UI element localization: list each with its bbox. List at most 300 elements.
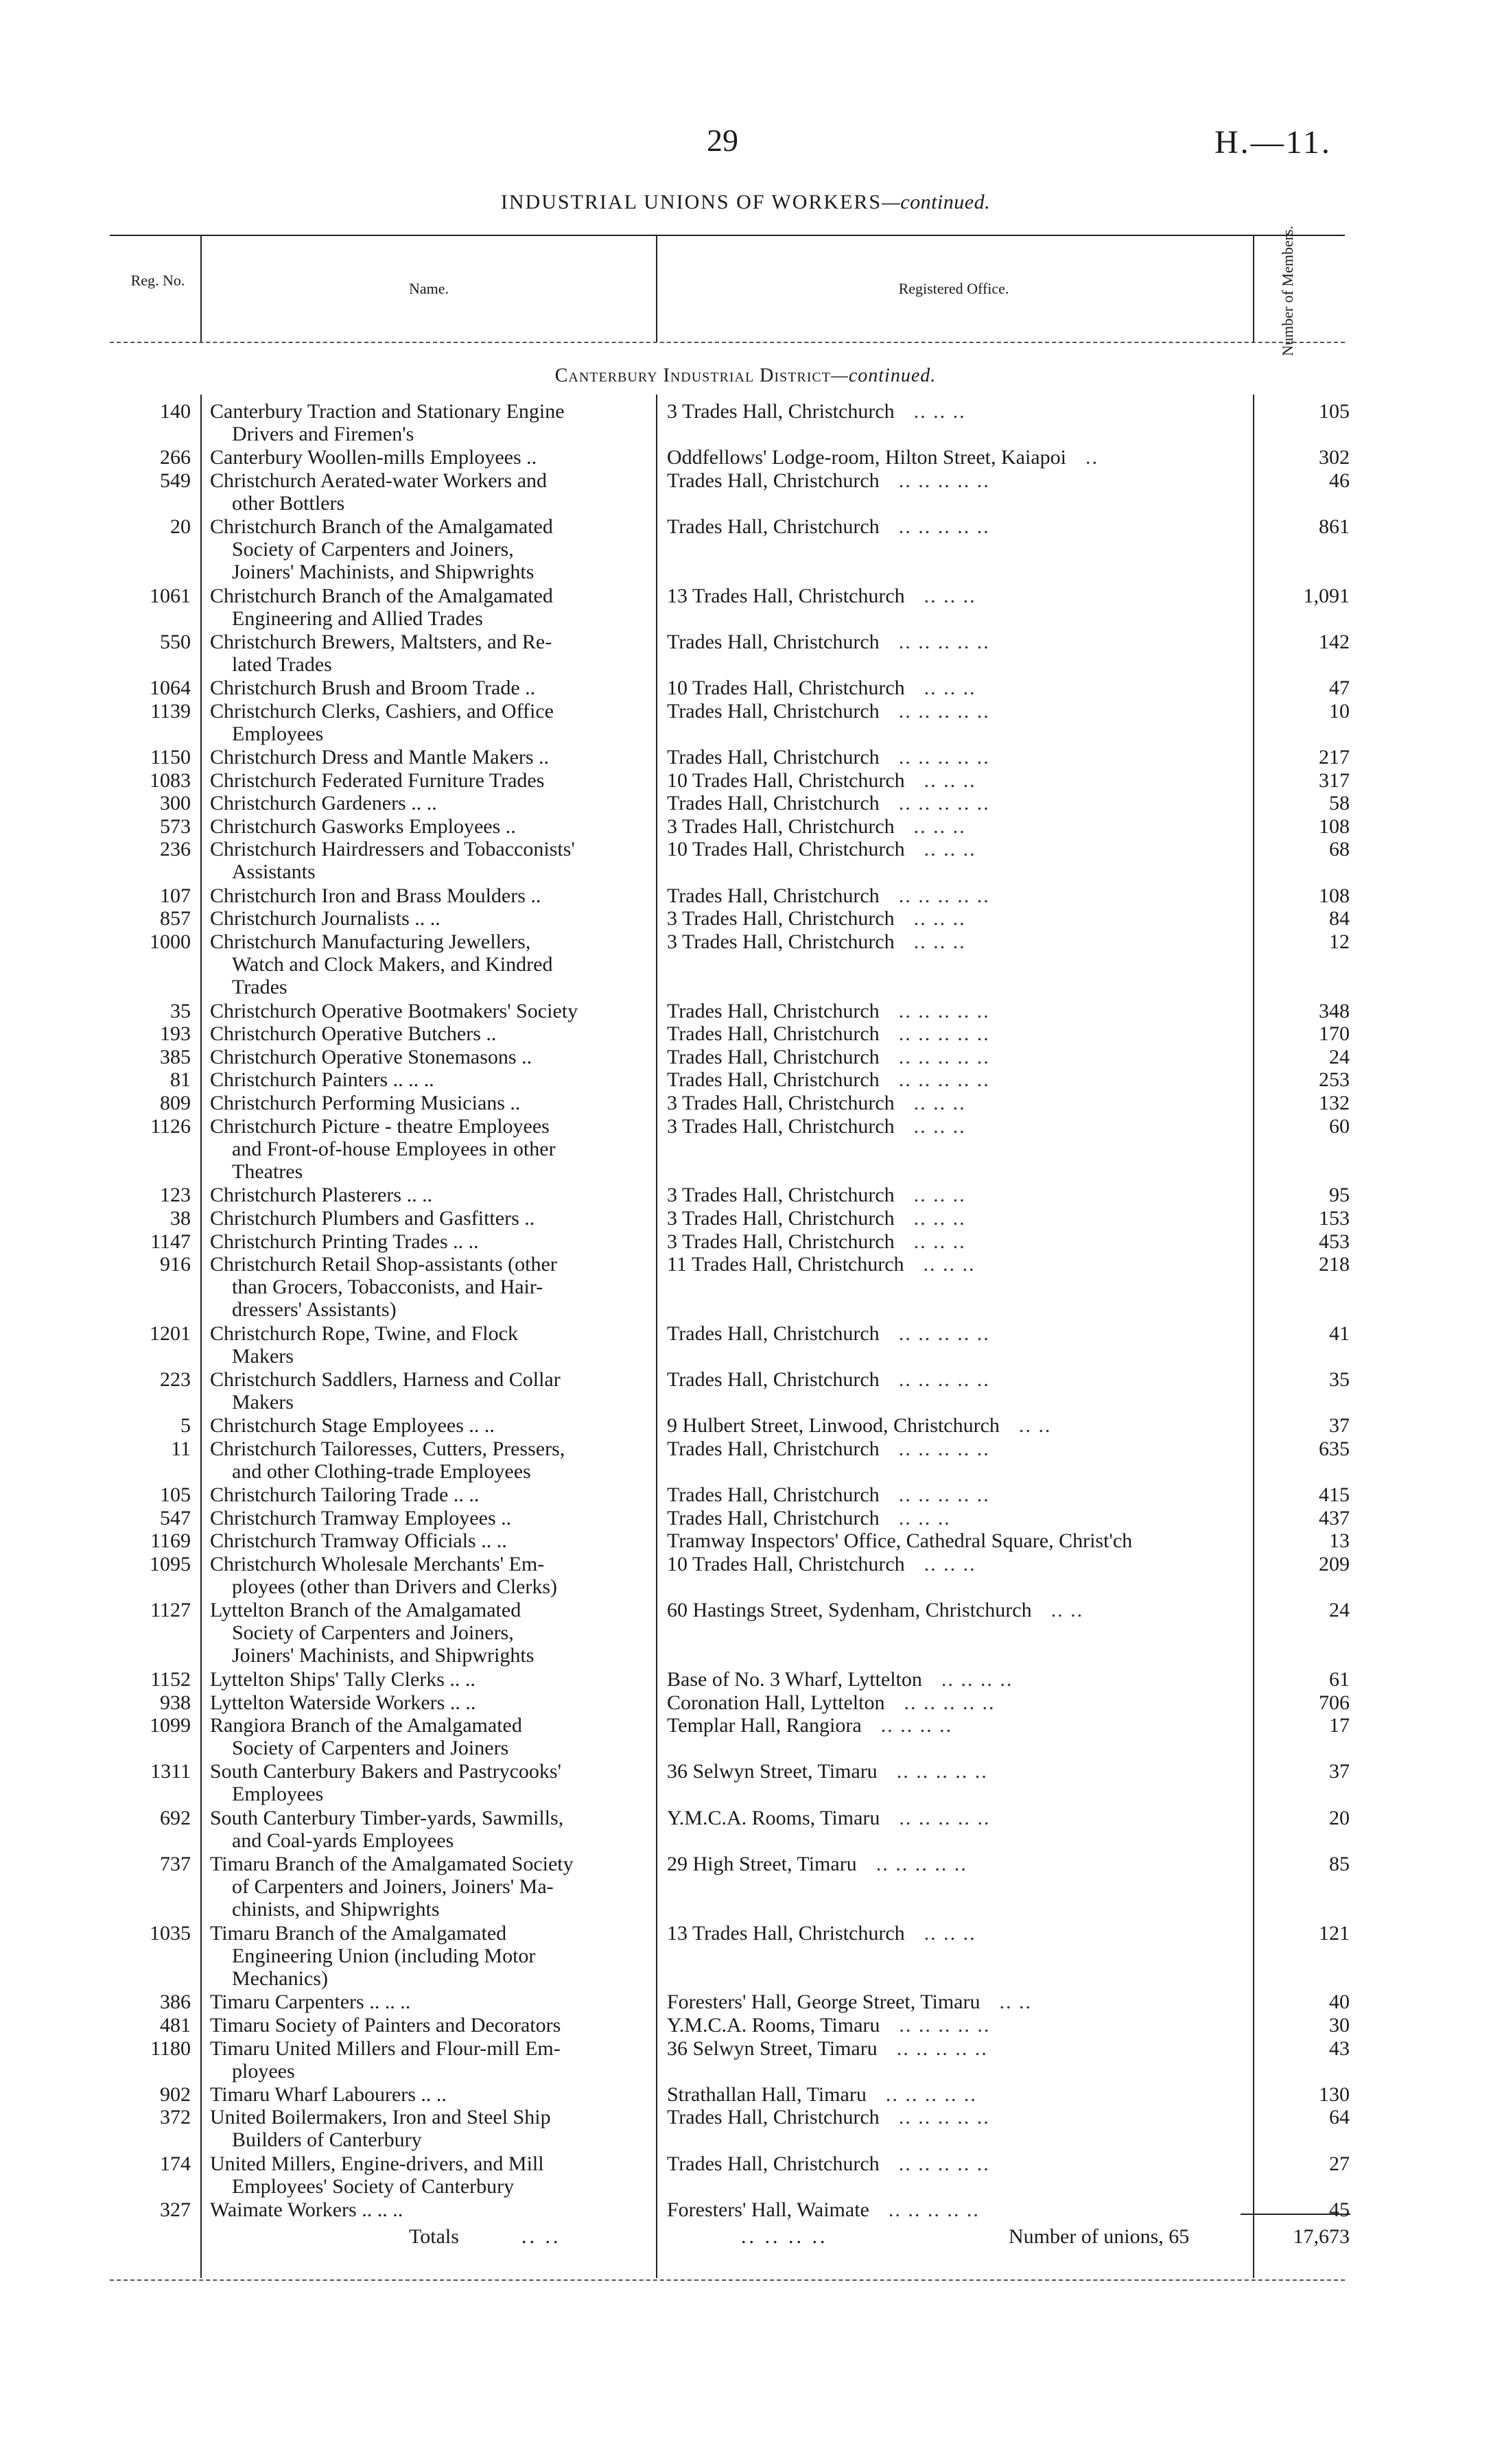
registered-office-cell: [667, 700, 1243, 723]
office-leader-dots: .. .. .. .. ..: [898, 1368, 990, 1392]
members-cell: 85: [1329, 1852, 1350, 1875]
office-leader-dots: .. .. ..: [913, 814, 966, 838]
registered-office-cell: [667, 1599, 1243, 1621]
union-name-cell: [210, 1529, 644, 1552]
reg-no-cell: 1139: [150, 699, 191, 723]
office-leader-dots: .. .. ..: [898, 1506, 951, 1529]
office-leader-dots: .. .. ..: [924, 768, 976, 792]
union-name-line: Timaru Branch of the Amalgamated Society: [210, 1852, 574, 1875]
office-text: Trades Hall, Christchurch: [667, 1068, 880, 1092]
reg-no-cell: 20: [170, 515, 191, 538]
union-name-cell: [210, 2152, 644, 2198]
members-cell: 17: [1329, 1714, 1350, 1737]
union-name-line: Christchurch Tramway Employees ..: [210, 1506, 512, 1529]
members-cell: 10: [1329, 699, 1350, 723]
office-text: 3 Trades Hall, Christchurch: [667, 907, 895, 930]
office-leader-dots: .. .. .. .. ..: [888, 2198, 980, 2221]
union-name-line: Employees' Society of Canterbury: [232, 2174, 515, 2198]
registered-office-cell: [667, 1668, 1243, 1691]
union-name-cell: [210, 2198, 644, 2221]
office-text: Tramway Inspectors' Office, Cathedral Square, Christ'ch: [667, 1529, 1133, 1553]
union-name-line: Engineering Union (including Motor: [232, 1944, 536, 1967]
section-title: Canterbury Industrial District: [554, 365, 831, 386]
office-leader-dots: .. .. ..: [913, 1092, 966, 1114]
table-title-suffix: —continued.: [882, 191, 991, 213]
reg-no-cell: 1061: [150, 584, 191, 607]
office-leader-dots: .. .. ..: [924, 838, 976, 861]
office-text: 3 Trades Hall, Christchurch: [667, 930, 895, 953]
office-text: Templar Hall, Rangiora: [667, 1714, 862, 1737]
reg-no-cell: 385: [160, 1045, 191, 1068]
reg-no-cell: 1201: [150, 1322, 191, 1345]
members-cell: 132: [1319, 1092, 1350, 1114]
reg-no-cell: 123: [160, 1184, 191, 1207]
union-name-cell: [210, 400, 644, 445]
union-name-cell: [210, 1068, 644, 1091]
registered-office-cell: [667, 1230, 1243, 1253]
office-leader-dots: .. .. .. ..: [880, 1714, 953, 1737]
office-text: Y.M.C.A. Rooms, Timaru: [667, 2014, 880, 2037]
union-name-line: other Bottlers: [232, 491, 345, 515]
totals-members-sum: 17,673: [1293, 2225, 1350, 2248]
office-leader-dots: .. ..: [1018, 1414, 1052, 1438]
office-leader-dots: .. .. .. .. ..: [885, 2082, 977, 2106]
members-cell: 635: [1319, 1438, 1350, 1460]
union-name-cell: [210, 585, 644, 630]
office-leader-dots: .. .. .. .. ..: [898, 884, 990, 907]
office-leader-dots: ..: [1085, 446, 1099, 469]
office-leader-dots: .. .. ..: [924, 584, 976, 607]
union-name-line: chinists, and Shipwrights: [232, 1897, 440, 1921]
office-leader-dots: .. .. .. .. ..: [899, 1806, 991, 1829]
registered-office-cell: [667, 2152, 1243, 2175]
union-name-line: than Grocers, Tobacconists, and Hair-: [232, 1276, 543, 1299]
union-name-line: Christchurch Manufacturing Jewellers,: [210, 930, 531, 953]
members-cell: 20: [1329, 1806, 1350, 1829]
office-leader-dots: .. .. ..: [913, 400, 966, 423]
union-name-line: Makers: [232, 1391, 294, 1414]
union-name-line: Canterbury Woollen-mills Employees ..: [210, 446, 537, 469]
union-name-cell: [210, 792, 644, 814]
office-leader-dots: .. .. .. .. ..: [904, 1691, 996, 1714]
members-cell: 61: [1329, 1668, 1350, 1691]
members-cell: 121: [1319, 1921, 1350, 1945]
reg-no-cell: 1311: [150, 1760, 191, 1783]
registered-office-cell: [667, 1368, 1243, 1391]
union-name-line: lated Trades: [232, 653, 332, 676]
union-name-line: Society of Carpenters and Joiners,: [232, 1621, 514, 1645]
union-name-line: Christchurch Brewers, Maltsters, and Re-: [210, 631, 552, 653]
reg-no-cell: 38: [170, 1207, 191, 1230]
reg-no-cell: 11: [171, 1438, 191, 1460]
registered-office-cell: [667, 1414, 1243, 1437]
registered-office-cell: [667, 1691, 1243, 1714]
office-text: Trades Hall, Christchurch: [667, 699, 880, 723]
office-text: 10 Trades Hall, Christchurch: [667, 838, 905, 861]
union-name-line: Christchurch Clerks, Cashiers, and Office: [210, 699, 554, 723]
office-leader-dots: .. .. ..: [923, 1253, 976, 1276]
office-leader-dots: .. .. .. .. ..: [898, 792, 990, 815]
union-name-line: Society of Carpenters and Joiners,: [232, 538, 514, 561]
reg-no-cell: 372: [160, 2106, 191, 2129]
union-name-cell: [210, 1322, 644, 1368]
union-name-cell: [210, 469, 644, 515]
union-name-line: Christchurch Wholesale Merchants' Em-: [210, 1553, 545, 1575]
reg-no-cell: 857: [160, 907, 191, 930]
union-name-line: Christchurch Branch of the Amalgamated: [210, 515, 553, 538]
registered-office-cell: [667, 1553, 1243, 1575]
union-name-cell: [210, 2037, 644, 2082]
office-text: Trades Hall, Christchurch: [667, 746, 880, 768]
union-name-line: Christchurch Retail Shop-assistants (other: [210, 1253, 557, 1276]
union-name-cell: [210, 1599, 644, 1667]
union-name-cell: [210, 1207, 644, 1230]
office-text: Trades Hall, Christchurch: [667, 1368, 880, 1392]
union-name-line: Timaru Wharf Labourers .. ..: [210, 2082, 447, 2106]
members-cell: 706: [1319, 1691, 1350, 1714]
reg-no-cell: 386: [160, 1991, 191, 2014]
office-text: Trades Hall, Christchurch: [667, 2152, 880, 2175]
office-text: Trades Hall, Christchurch: [667, 1483, 880, 1507]
office-leader-dots: .. .. ..: [913, 907, 966, 930]
office-text: 3 Trades Hall, Christchurch: [667, 1184, 895, 1207]
union-name-line: Christchurch Operative Butchers ..: [210, 1022, 497, 1046]
registered-office-cell: [667, 907, 1243, 930]
union-name-line: Christchurch Aerated-water Workers and: [210, 469, 548, 492]
registered-office-cell: [667, 1184, 1243, 1206]
union-name-cell: [210, 1553, 644, 1598]
members-cell: 37: [1329, 1414, 1350, 1438]
office-leader-dots: .. .. ..: [924, 677, 976, 700]
registered-office-cell: [667, 792, 1243, 814]
office-text: Trades Hall, Christchurch: [667, 631, 880, 653]
reg-no-cell: 105: [160, 1483, 191, 1507]
union-name-line: Christchurch Rope, Twine, and Flock: [210, 1322, 518, 1345]
office-text: Trades Hall, Christchurch: [667, 515, 880, 538]
column-header-name: Name.: [408, 280, 449, 297]
registered-office-cell: [667, 1922, 1243, 1945]
union-name-cell: [210, 1691, 644, 1714]
union-name-line: Rangiora Branch of the Amalgamated: [210, 1714, 522, 1737]
registered-office-cell: [667, 469, 1243, 492]
office-text: 13 Trades Hall, Christchurch: [667, 584, 905, 607]
reg-no-cell: 1147: [150, 1230, 191, 1253]
union-name-line: Christchurch Dress and Mantle Makers ..: [210, 746, 550, 768]
reg-no-cell: 300: [160, 792, 191, 815]
union-name-line: Christchurch Hairdressers and Tobacconists': [210, 838, 575, 861]
office-leader-dots: .. .. .. .. ..: [898, 1045, 990, 1068]
registered-office-cell: [667, 631, 1243, 653]
members-cell: 105: [1319, 400, 1350, 423]
members-cell: 13: [1329, 1529, 1350, 1553]
office-text: 10 Trades Hall, Christchurch: [667, 1553, 905, 1575]
office-leader-dots: .. ..: [1050, 1599, 1084, 1622]
office-leader-dots: .. .. ..: [913, 1207, 966, 1230]
union-name-line: ployees: [232, 2059, 295, 2082]
union-name-cell: [210, 907, 644, 930]
union-name-line: Lyttelton Waterside Workers .. ..: [210, 1691, 476, 1714]
union-name-cell: [210, 769, 644, 792]
union-name-line: Makers: [232, 1345, 294, 1368]
registered-office-cell: [667, 2106, 1243, 2128]
union-name-line: and Front-of-house Employees in other: [232, 1137, 556, 1160]
office-text: Trades Hall, Christchurch: [667, 469, 880, 492]
reg-no-cell: 1083: [150, 768, 191, 792]
office-leader-dots: .. .. ..: [924, 1553, 976, 1575]
union-name-line: Joiners' Machinists, and Shipwrights: [232, 1644, 535, 1667]
office-leader-dots: .. .. .. .. ..: [876, 1852, 967, 1875]
reg-no-cell: 266: [160, 446, 191, 469]
union-name-cell: [210, 1184, 644, 1206]
union-name-line: Christchurch Tailoresses, Cutters, Pressers,: [210, 1438, 565, 1460]
union-name-line: Waimate Workers .. .. ..: [210, 2198, 403, 2221]
office-text: 10 Trades Hall, Christchurch: [667, 677, 905, 700]
union-name-line: Christchurch Stage Employees .. ..: [210, 1414, 495, 1438]
union-name-line: Timaru United Millers and Flour-mill Em-: [210, 2037, 561, 2060]
members-cell: 68: [1329, 838, 1350, 861]
union-name-line: South Canterbury Bakers and Pastrycooks': [210, 1760, 561, 1783]
union-name-line: Christchurch Performing Musicians ..: [210, 1092, 521, 1114]
reg-no-cell: 107: [160, 884, 191, 907]
members-cell: 30: [1329, 2014, 1350, 2037]
union-name-line: Theatres: [232, 1160, 303, 1183]
reg-no-cell: 938: [160, 1691, 191, 1714]
members-cell: 108: [1319, 814, 1350, 838]
union-name-line: Christchurch Printing Trades .. ..: [210, 1230, 479, 1253]
union-name-cell: [210, 2106, 644, 2151]
union-name-cell: [210, 1414, 644, 1437]
column-header-office: Registered Office.: [898, 280, 1009, 297]
registered-office-cell: [667, 1483, 1243, 1506]
section-suffix: —continued.: [830, 365, 937, 386]
office-text: 60 Hastings Street, Sydenham, Christchurch: [667, 1599, 1032, 1622]
office-text: Y.M.C.A. Rooms, Timaru: [667, 1806, 880, 1829]
reg-no-cell: 1126: [150, 1114, 191, 1138]
office-text: Coronation Hall, Lyttelton: [667, 1691, 885, 1714]
union-name-cell: [210, 746, 644, 768]
union-name-line: Joiners' Machinists, and Shipwrights: [232, 561, 535, 583]
reg-no-cell: 692: [160, 1806, 191, 1829]
office-leader-dots: .. .. .. .. ..: [898, 746, 990, 768]
union-name-cell: [210, 1438, 644, 1483]
office-text: 3 Trades Hall, Christchurch: [667, 1230, 895, 1253]
union-name-line: Lyttelton Branch of the Amalgamated: [210, 1599, 521, 1622]
office-text: 3 Trades Hall, Christchurch: [667, 1207, 895, 1230]
office-leader-dots: .. .. .. .. ..: [898, 1068, 990, 1092]
union-name-line: Christchurch Gasworks Employees ..: [210, 814, 516, 838]
union-name-line: Engineering and Allied Trades: [232, 607, 483, 630]
union-name-cell: [210, 446, 644, 469]
members-cell: 253: [1319, 1068, 1350, 1092]
registered-office-cell: [667, 677, 1243, 699]
union-name-cell: [210, 515, 644, 583]
union-name-cell: [210, 838, 644, 883]
registered-office-cell: [667, 1115, 1243, 1138]
reg-no-cell: 550: [160, 631, 191, 653]
union-name-line: Christchurch Branch of the Amalgamated: [210, 584, 553, 607]
union-name-cell: [210, 930, 644, 998]
office-leader-dots: .. .. .. .. ..: [898, 999, 990, 1022]
office-leader-dots: .. .. .. .. ..: [898, 1438, 990, 1460]
registered-office-cell: [667, 1991, 1243, 2013]
registered-office-cell: [667, 515, 1243, 538]
union-name-line: Timaru Society of Painters and Decorators: [210, 2014, 561, 2037]
office-leader-dots: .. .. .. .. ..: [898, 2106, 990, 2129]
office-text: Trades Hall, Christchurch: [667, 1506, 880, 1529]
totals-unions-count: Number of unions, 65: [1009, 2225, 1190, 2248]
registered-office-cell: [667, 746, 1243, 768]
union-name-cell: [210, 1230, 644, 1253]
union-name-line: South Canterbury Timber-yards, Sawmills,: [210, 1806, 564, 1829]
registered-office-cell: [667, 884, 1243, 907]
office-leader-dots: .. .. ..: [913, 1230, 966, 1253]
office-text: 11 Trades Hall, Christchurch: [667, 1253, 904, 1276]
members-cell: 861: [1319, 515, 1350, 538]
office-text: 29 High Street, Timaru: [667, 1852, 857, 1875]
reg-no-cell: 916: [160, 1253, 191, 1276]
members-cell: 64: [1329, 2106, 1350, 2129]
office-text: Base of No. 3 Wharf, Lyttelton: [667, 1668, 922, 1691]
members-cell: 317: [1319, 768, 1350, 792]
office-leader-dots: .. .. .. .. ..: [898, 515, 990, 538]
office-text: Foresters' Hall, George Street, Timaru: [667, 1991, 981, 2014]
members-cell: 43: [1329, 2037, 1350, 2060]
union-name-cell: [210, 815, 644, 838]
union-name-line: United Boilermakers, Iron and Steel Ship: [210, 2106, 551, 2129]
union-name-line: Christchurch Plumbers and Gasfitters ..: [210, 1207, 535, 1230]
registered-office-cell: [667, 1068, 1243, 1091]
office-text: Trades Hall, Christchurch: [667, 2106, 880, 2129]
registered-office-cell: [667, 838, 1243, 860]
union-name-line: dressers' Assistants): [232, 1298, 397, 1322]
union-name-cell: [210, 1046, 644, 1068]
reg-no-cell: 193: [160, 1022, 191, 1046]
totals-leader-2: .. .. .. ..: [741, 2225, 828, 2248]
union-name-cell: [210, 1022, 644, 1045]
reg-no-cell: 327: [160, 2198, 191, 2221]
union-name-line: Employees: [232, 722, 324, 745]
reg-no-cell: 573: [160, 814, 191, 838]
members-cell: 41: [1329, 1322, 1350, 1345]
union-name-line: Employees: [232, 1783, 324, 1806]
union-name-cell: [210, 677, 644, 699]
reg-no-cell: 5: [180, 1414, 191, 1438]
office-text: 36 Selwyn Street, Timaru: [667, 1760, 878, 1783]
members-cell: 47: [1329, 677, 1350, 700]
members-cell: 12: [1329, 930, 1350, 953]
registered-office-cell: [667, 1253, 1243, 1276]
registered-office-cell: [667, 1000, 1243, 1022]
union-name-line: United Millers, Engine-drivers, and Mill: [210, 2152, 544, 2175]
members-cell: 95: [1329, 1184, 1350, 1207]
members-cell: 58: [1329, 792, 1350, 815]
office-text: Foresters' Hall, Waimate: [667, 2198, 869, 2221]
office-leader-dots: .. .. .. ..: [941, 1668, 1013, 1691]
union-name-cell: [210, 1115, 644, 1183]
union-name-line: of Carpenters and Joiners, Joiners' Ma-: [232, 1875, 554, 1898]
union-name-cell: [210, 884, 644, 907]
members-cell: 130: [1319, 2082, 1350, 2106]
totals-label: Totals: [409, 2225, 459, 2248]
office-text: Trades Hall, Christchurch: [667, 999, 880, 1022]
union-name-line: Christchurch Picture - theatre Employees: [210, 1114, 550, 1138]
union-name-line: Christchurch Operative Bootmakers' Society: [210, 999, 578, 1022]
union-name-cell: [210, 700, 644, 745]
union-name-line: Christchurch Saddlers, Harness and Collar: [210, 1368, 561, 1392]
union-name-cell: [210, 1991, 644, 2013]
members-cell: 84: [1329, 907, 1350, 930]
union-name-cell: [210, 1668, 644, 1691]
union-name-cell: [210, 2083, 644, 2106]
union-name-line: Mechanics): [232, 1967, 328, 1990]
reg-no-cell: 1099: [150, 1714, 191, 1737]
registered-office-cell: [667, 1529, 1243, 1552]
union-name-cell: [210, 1714, 644, 1759]
registered-office-cell: [667, 2037, 1243, 2060]
union-name-line: Society of Carpenters and Joiners: [232, 1737, 509, 1760]
union-name-line: Drivers and Firemen's: [232, 423, 414, 445]
registered-office-cell: [667, 930, 1243, 953]
office-leader-dots: .. ..: [999, 1991, 1032, 2014]
members-cell: 142: [1319, 631, 1350, 653]
union-name-line: Christchurch Gardeners .. ..: [210, 792, 437, 815]
reg-no-cell: 547: [160, 1506, 191, 1529]
registered-office-cell: [667, 1853, 1243, 1875]
document-reference: H.—11.: [1214, 124, 1332, 161]
registered-office-cell: [667, 1022, 1243, 1045]
office-leader-dots: .. .. .. .. ..: [898, 1322, 990, 1345]
office-leader-dots: .. .. .. .. ..: [896, 2037, 988, 2060]
registered-office-cell: [667, 2014, 1243, 2037]
office-leader-dots: .. .. .. .. ..: [896, 1760, 988, 1783]
members-cell: 218: [1319, 1253, 1350, 1276]
union-name-cell: [210, 2014, 644, 2037]
office-text: Trades Hall, Christchurch: [667, 1322, 880, 1345]
registered-office-cell: [667, 1807, 1243, 1829]
members-cell: 24: [1329, 1599, 1350, 1622]
union-name-line: Lyttelton Ships' Tally Clerks .. ..: [210, 1668, 476, 1691]
members-cell: 453: [1319, 1230, 1350, 1253]
office-leader-dots: .. .. .. .. ..: [898, 2152, 990, 2175]
reg-no-cell: 1095: [150, 1553, 191, 1575]
members-cell: 40: [1329, 1991, 1350, 2014]
members-cell: 37: [1329, 1760, 1350, 1783]
reg-no-cell: 1152: [150, 1668, 191, 1691]
office-leader-dots: .. .. ..: [924, 1921, 976, 1945]
reg-no-cell: 174: [160, 2152, 191, 2175]
office-leader-dots: .. .. ..: [913, 1184, 966, 1207]
members-cell: 108: [1319, 884, 1350, 907]
reg-no-cell: 236: [160, 838, 191, 861]
members-cell: 35: [1329, 1368, 1350, 1392]
members-cell: 1,091: [1303, 584, 1350, 607]
union-name-line: Canterbury Traction and Stationary Engine: [210, 400, 565, 423]
registered-office-cell: [667, 1207, 1243, 1230]
union-name-line: Christchurch Operative Stonemasons ..: [210, 1045, 532, 1068]
union-name-line: Trades: [232, 975, 287, 998]
members-cell: 45: [1329, 2198, 1350, 2221]
members-cell: 209: [1319, 1553, 1350, 1575]
reg-no-cell: 81: [170, 1068, 191, 1092]
union-name-line: Timaru Carpenters .. .. ..: [210, 1991, 411, 2014]
registered-office-cell: [667, 1507, 1243, 1529]
office-leader-dots: .. .. .. .. ..: [899, 2014, 991, 2037]
union-name-cell: [210, 1092, 644, 1114]
office-text: 10 Trades Hall, Christchurch: [667, 768, 905, 792]
office-leader-dots: .. .. ..: [913, 1114, 966, 1138]
members-cell: 170: [1319, 1022, 1350, 1046]
registered-office-cell: [667, 1046, 1243, 1068]
